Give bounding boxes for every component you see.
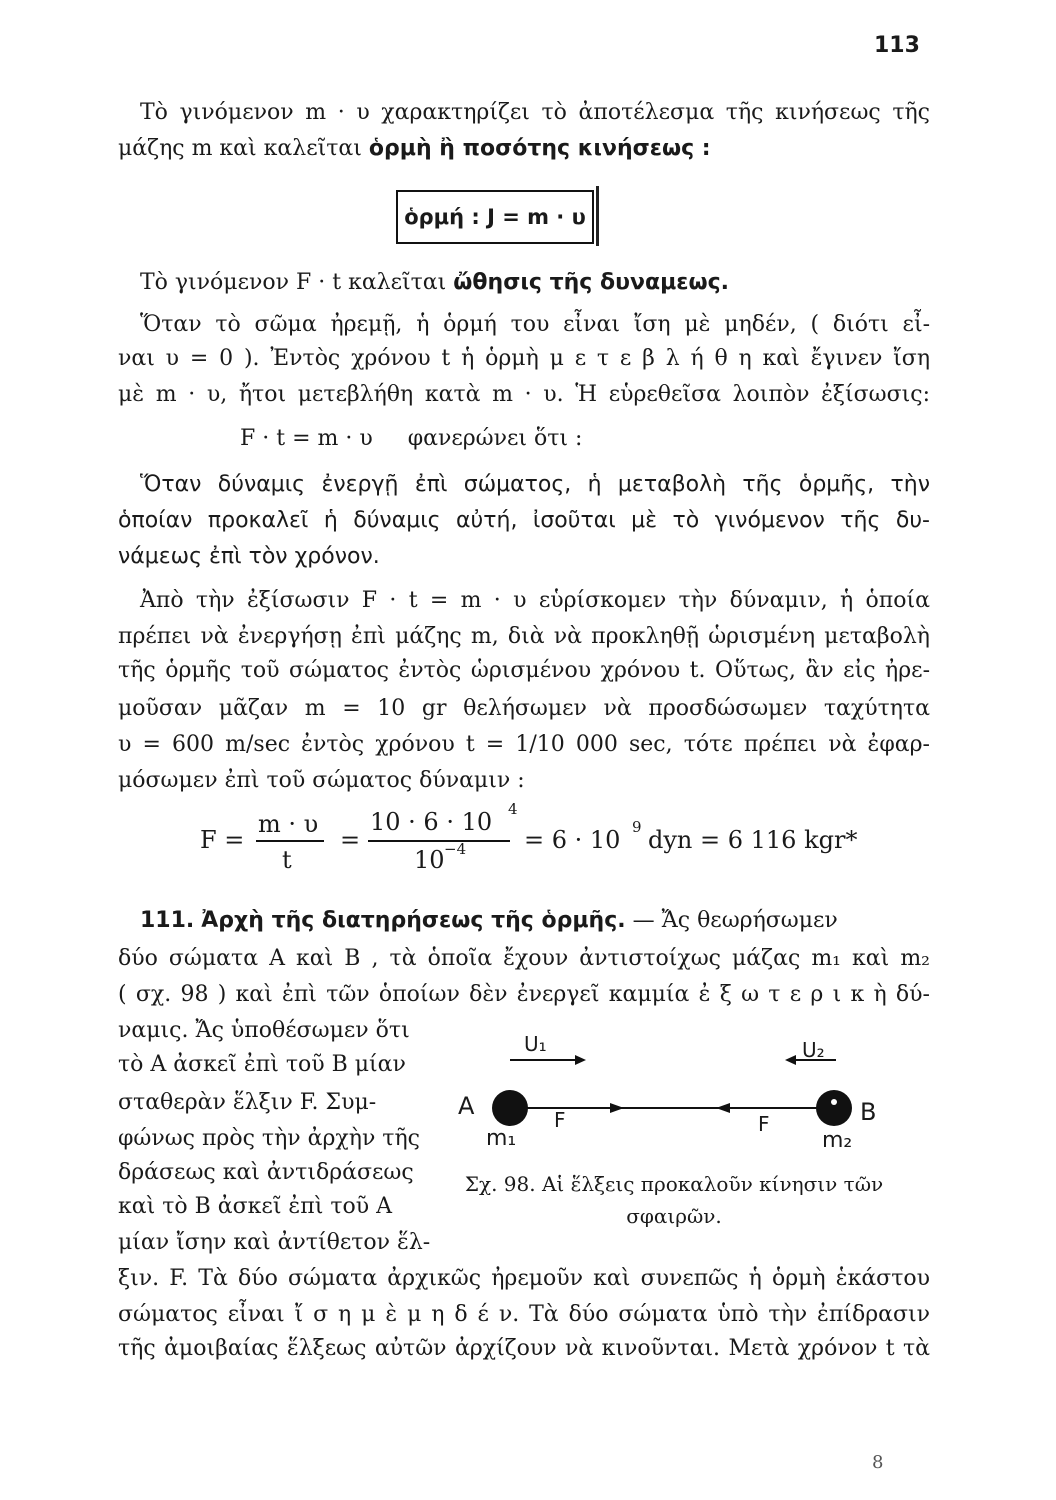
section-title: Ἀρχὴ τῆς διατηρήσεως τῆς ὁρμῆς. — [201, 908, 626, 933]
impulse-equation-text: φανερώνει ὅτι : — [407, 426, 583, 451]
side-line-1: ναμις. Ἄς ὑποθέσωμεν ὅτι — [118, 1018, 410, 1043]
para3-line3: τῆς ὁρμῆς τοῦ σώματος ἐντὸς ὡρισμένου χρόνου t. Οὕτως, ἂν εἰς ἠρε- — [118, 658, 930, 683]
section-number: 111. — [140, 908, 195, 933]
para3-line1: Ἀπὸ τὴν ἐξίσωσιν F · t = m · υ εὑρίσκομεν τὴν δύναμιν, ἡ ὁποία — [140, 588, 930, 613]
side-line-3: σταθερὰν ἕλξιν F. Συμ- — [118, 1090, 377, 1115]
law-line1: Ὅταν δύναμις ἐνεργῇ ἐπὶ σώματος, ἡ μεταβολὴ τῆς ὁρμῆς, τὴν — [140, 472, 930, 497]
side-line-7: μίαν ἴσην καὶ ἀντίθετον ἕλ- — [118, 1230, 431, 1255]
force-arrow-on-b — [716, 1103, 730, 1113]
calc-frac2-den: 10 — [414, 846, 445, 874]
para3-line6: μόσωμεν ἐπὶ τοῦ σώματος δύναμιν : — [118, 768, 525, 793]
calc-frac2-num: 10 · 6 · 10 — [370, 808, 493, 836]
figure-label-b: B — [860, 1098, 877, 1126]
term-impulse: ὤθησις τῆς δυναμεως. — [453, 270, 730, 295]
section-heading — [140, 906, 930, 936]
calc-rhs-b: dyn = 6 116 kgr* — [648, 826, 858, 854]
figure-label-f-left: F — [554, 1108, 566, 1132]
side-line-5: δράσεως καὶ ἀντιδράσεως — [118, 1160, 414, 1185]
ball-b — [816, 1090, 852, 1126]
figure-caption-line1: Σχ. 98. Αἱ ἕλξεις προκαλοῦν κίνησιν τῶν — [464, 1172, 884, 1196]
figure-label-a: A — [458, 1092, 475, 1120]
para1-line2-text: μάζης m καὶ καλεῖται — [118, 136, 362, 161]
law-line2: ὁποίαν προκαλεῖ ἡ δύναμις αὐτή, ἰσοῦται μὲ τὸ γινόμενον τῆς δυ- — [118, 508, 930, 533]
momentum-formula-box: ὁρμή : J = m · υ — [396, 190, 594, 244]
calc-frac2-num-exp: 4 — [508, 800, 518, 818]
figure-label-f-right: F — [758, 1112, 770, 1136]
figure-label-u1: U₁ — [524, 1032, 547, 1056]
calc-frac2-bar — [368, 840, 510, 842]
force-arrow-on-a — [610, 1103, 624, 1113]
para3-line5: υ = 600 m/sec ἐντὸς χρόνου t = 1/10 000 sec, τότε πρέπει νὰ ἐφαρ- — [118, 732, 930, 757]
figure-caption-line2: σφαιρῶν. — [626, 1204, 722, 1228]
figure-label-u2: U₂ — [802, 1038, 825, 1062]
calc-rhs-exp: 9 — [632, 818, 642, 836]
ball-a — [492, 1090, 528, 1126]
para2-line2: Ὅταν τὸ σῶμα ἠρεμῇ, ἡ ὁρμή του εἶναι ἴση μὲ μηδέν, ( διότι εἶ- — [140, 312, 930, 337]
figure-caption — [436, 1168, 912, 1232]
calc-frac1-num: m · υ — [258, 810, 319, 838]
figure-label-m1: m₁ — [486, 1126, 517, 1151]
figure-label-m2: m₂ — [822, 1128, 853, 1153]
section-after-line2: σώματος εἶναι ἴ σ η μ ὲ μ η δ έ ν. Τὰ δύο σώματα ὑπὸ τὴν ἐπίδρασιν — [118, 1302, 930, 1327]
para2-line1 — [140, 268, 930, 298]
calc-frac1-bar — [256, 840, 324, 842]
calc-frac1-den: t — [282, 846, 292, 874]
calc-eq: = — [340, 826, 361, 854]
para3-line4: μοῦσαν μᾶζαν m = 10 gr θελήσωμεν νὰ προσδώσωμεν ταχύτητα — [118, 696, 930, 721]
signature-mark: 8 — [872, 1452, 884, 1473]
u2-arrow-head — [785, 1055, 796, 1065]
section-line3: ( σχ. 98 ) καὶ ἐπὶ τῶν ὁποίων δὲν ἐνεργεῖ καμμία ἐ ξ ω τ ε ρ ι κ ὴ δύ- — [118, 982, 930, 1007]
term-momentum: ὁρμὴ ἢ ποσότης κινήσεως : — [368, 136, 711, 161]
side-line-4: φώνως πρὸς τὴν ἀρχὴν τῆς — [118, 1126, 420, 1151]
section-after-line1: ξιν. F. Τὰ δύο σώματα ἀρχικῶς ἠρεμοῦν καὶ συνεπῶς ἡ ὁρμὴ ἑκάστου — [118, 1266, 930, 1291]
calc-lhs: F = — [200, 826, 245, 854]
calc-frac2-den-exp: −4 — [444, 840, 467, 858]
side-line-2: τὸ A ἀσκεῖ ἐπὶ τοῦ B μίαν — [118, 1052, 406, 1077]
impulse-equation-formula: F · t = m · υ — [240, 426, 373, 451]
section-line2: δύο σώματα A καὶ B , τὰ ὁποῖα ἔχουν ἀντιστοίχως μάζας m₁ καὶ m₂ — [118, 946, 930, 971]
law-line3: νάμεως ἐπὶ τὸν χρόνον. — [118, 544, 380, 569]
u1-arrow-head — [575, 1055, 586, 1065]
para1-line1: Τὸ γινόμενον m · υ χαρακτηρίζει τὸ ἀποτέλεσμα τῆς κινήσεως τῆς — [140, 100, 930, 125]
para3-line2: πρέπει νὰ ἐνεργήσῃ ἐπὶ μάζης m, διὰ νὰ προκληθῇ ὡρισμένη μεταβολὴ — [118, 624, 930, 649]
box-edge — [596, 186, 599, 246]
section-after-line3: τῆς ἀμοιβαίας ἕλξεως αὐτῶν ἀρχίζουν νὰ κινοῦνται. Μετὰ χρόνον t τὰ — [118, 1336, 930, 1361]
side-line-6: καὶ τὸ B ἀσκεῖ ἐπὶ τοῦ A — [118, 1194, 392, 1219]
page-number: 113 — [874, 33, 920, 58]
impulse-equation — [240, 424, 740, 454]
para2-line1-text: Τὸ γινόμενον F · t καλεῖται — [140, 270, 447, 295]
ball-b-highlight — [831, 1099, 837, 1105]
calc-rhs-a: = 6 · 10 — [524, 826, 621, 854]
para2-line3: ναι υ = 0 ). Ἐντὸς χρόνου t ἡ ὁρμὴ μ ε τ ε β λ ή θ η καὶ ἔγινεν ἴση — [118, 346, 930, 371]
section-line1-rest: — Ἄς θεωρήσωμεν — [632, 908, 838, 933]
para1-line2 — [118, 134, 930, 164]
para2-line4: μὲ m · υ, ἤτοι μετεβλήθη κατὰ m · υ. Ἡ εὑρεθεῖσα λοιπὸν ἐξίσωσις: — [118, 382, 930, 407]
